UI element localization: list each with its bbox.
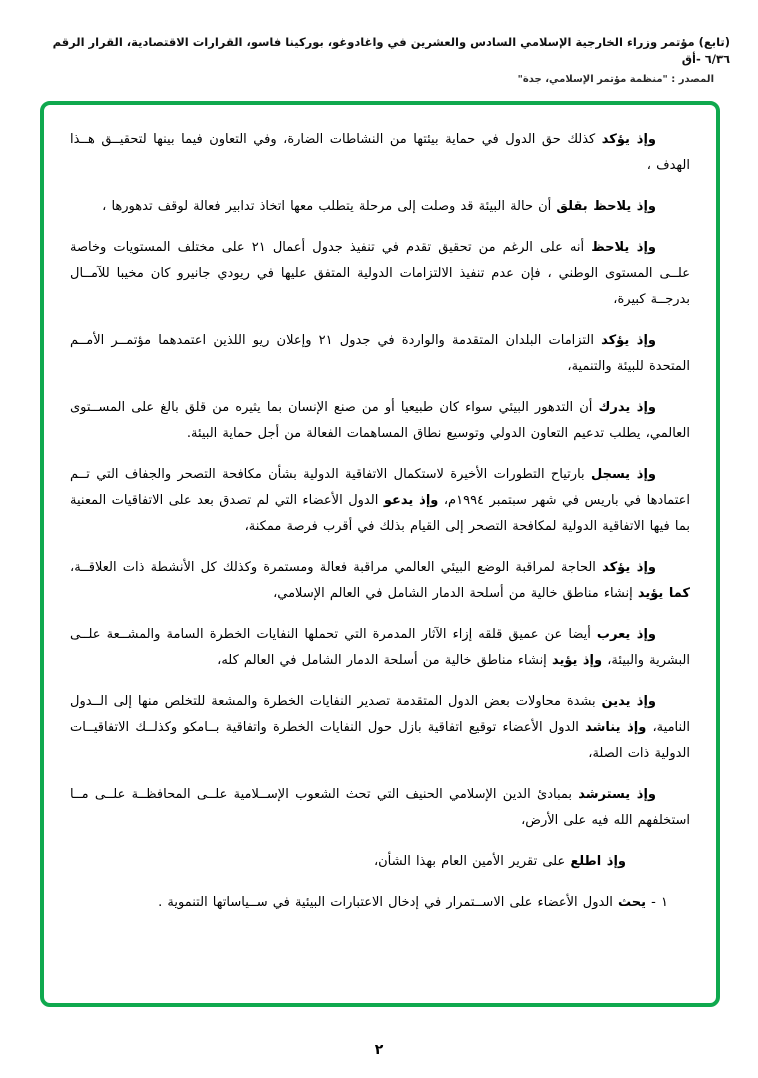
paragraph-lead: وإذ يؤكد (601, 332, 656, 348)
paragraph-lead: وإذ يدرك (598, 399, 656, 415)
paragraph (70, 622, 690, 674)
paragraph-lead: وإذ يعرب (596, 626, 656, 642)
paragraph-lead: وإذ يسترشد (578, 786, 656, 802)
paragraph-text: إنشاء مناطق خالية من أسلحة الدمار الشامل في العالم الإسلامي، (273, 585, 638, 601)
paragraph-lead: وإذ يؤكد (601, 131, 656, 147)
paragraph-lead: يحث (618, 894, 647, 910)
paragraph (70, 395, 690, 447)
paragraph-text: الدول الأعضاء على الاســتمرار في إدخال الاعتبارات البيئية في ســياساتها التنموية . (158, 894, 619, 910)
paragraph-lead: كما يؤيد (637, 585, 690, 601)
paragraph-text: كذلك حق الدول في حماية بيئتها من النشاطات الضارة، وفي التعاون فيما بينها لتحقيــق هــذا الهدف ، (70, 131, 690, 173)
paragraph (70, 127, 690, 179)
paragraph-text: بارتياح التطورات الأخيرة لاستكمال الاتفاقية الدولية بشأن مكافحة التصحر والجفاف التي تــم اعتمادها في باريس في شهر سبتمبر ١٩٩٤م، (70, 466, 690, 508)
header-source-line: المصدر : "منظمة مؤتمر الإسلامي، جدة" (517, 73, 714, 85)
paragraph (70, 328, 690, 380)
paragraph (70, 782, 690, 834)
paragraph-text: الحاجة لمراقبة الوضع البيئي العالمي مراقبة فعالة ومستمرة وكذلك كل الأنشطة ذات العلاقــة، (70, 559, 603, 575)
paragraph (70, 890, 690, 916)
page-footer (0, 1042, 758, 1058)
paragraph (70, 689, 690, 767)
paragraph-text: على تقرير الأمين العام بهذا الشأن، (373, 853, 571, 869)
paragraph-lead: وإذ يسجل (590, 466, 656, 482)
paragraph (70, 194, 690, 220)
paragraph-lead: وإذ اطلع (570, 853, 626, 869)
paragraph-lead: وإذ يؤكد (602, 559, 656, 575)
paragraph-lead: وإذ يلاحظ (591, 239, 656, 255)
paragraph-text: أن حالة البيئة قد وصلت إلى مرحلة يتطلب معها اتخاذ تدابير فعالة لوقف تدهورها ، (102, 198, 557, 214)
paragraph-lead: وإذ يدعو (383, 492, 439, 508)
document-header (22, 34, 736, 85)
paragraph-text: التزامات البلدان المتقدمة والواردة في جدول ٢١ وإعلان ريو اللذين اعتمدهما مؤتمــر الأمــم المتحدة للبيئة والتنمية، (70, 332, 690, 374)
paragraph-text: بشدة محاولات بعض الدول المتقدمة تصدير النفايات الخطرة والمشعة للتخلص منها إلى الــدول النامية، (70, 693, 690, 735)
header-title-line: (تابع) مؤتمر وزراء الخارجية الإسلامي السادس والعشرين في واغادوغو، بوركينا فاسو، القرارات الاقتصادية، القرار الرقم ٦/٣٦ -أق (52, 35, 730, 67)
paragraph (70, 462, 690, 540)
page-number: ٢ (374, 1042, 384, 1058)
paragraph-text: الدول الأعضاء توقيع اتفاقية بازل حول النفايات الخطرة واتفاقية بــامكو وكذلــك الاتفاقيــات الدولية ذات الصلة، (70, 719, 690, 761)
paragraph-text: ١ - (646, 894, 668, 910)
content-box (40, 101, 720, 1007)
paragraph (70, 555, 690, 607)
paragraph-lead: وإذ يدين (601, 693, 656, 709)
paragraph (70, 235, 690, 313)
paragraph-text: بمبادئ الدين الإسلامي الحنيف التي تحث الشعوب الإســلامية علــى المحافظــة علــى مــا استخلفهم الله فيه على الأرض، (70, 786, 690, 828)
paragraph-lead: وإذ يناشد (585, 719, 647, 735)
paragraph (70, 849, 690, 875)
paragraph-text: إنشاء مناطق خالية من أسلحة الدمار الشامل في العالم كله، (217, 652, 552, 668)
paragraph-lead: وإذ يلاحظ بقلق (556, 198, 656, 214)
paragraph-lead: وإذ يؤيد (551, 652, 603, 668)
paragraph-text: أن التدهور البيئي سواء كان طبيعيا أو من صنع الإنسان بما يثيره من قلق بالغ على المســتوى العالمي، يطلب تدعيم التعاون الدولي وتوسيع نطاق المساهمات الفعالة من أجل حماية البيئة. (70, 399, 690, 441)
paragraph-text: أيضا عن عميق قلقه إزاء الآثار المدمرة التي تحملها النفايات الخطرة السامة والمشــعة علــى البشرية والبيئة، (70, 626, 690, 668)
paragraph-text: الدول الأعضاء التي لم تصدق بعد على الاتفاقيات المعنية بما فيها الاتفاقية الدولية لمكافحة التصحر إلى القيام بذلك في أقرب فرصة ممكنة، (70, 492, 690, 534)
paragraph-text: أنه على الرغم من تحقيق تقدم في تنفيذ جدول أعمال ٢١ على مختلف المستويات وخاصة علــى المستوى الوطني ، فإن عدم تنفيذ الالتزامات الدولية المتفق عليها في ريودي جانيرو كان مخيبا للآمــال بدرجــة كبيرة، (70, 239, 690, 307)
paragraphs (70, 127, 690, 916)
